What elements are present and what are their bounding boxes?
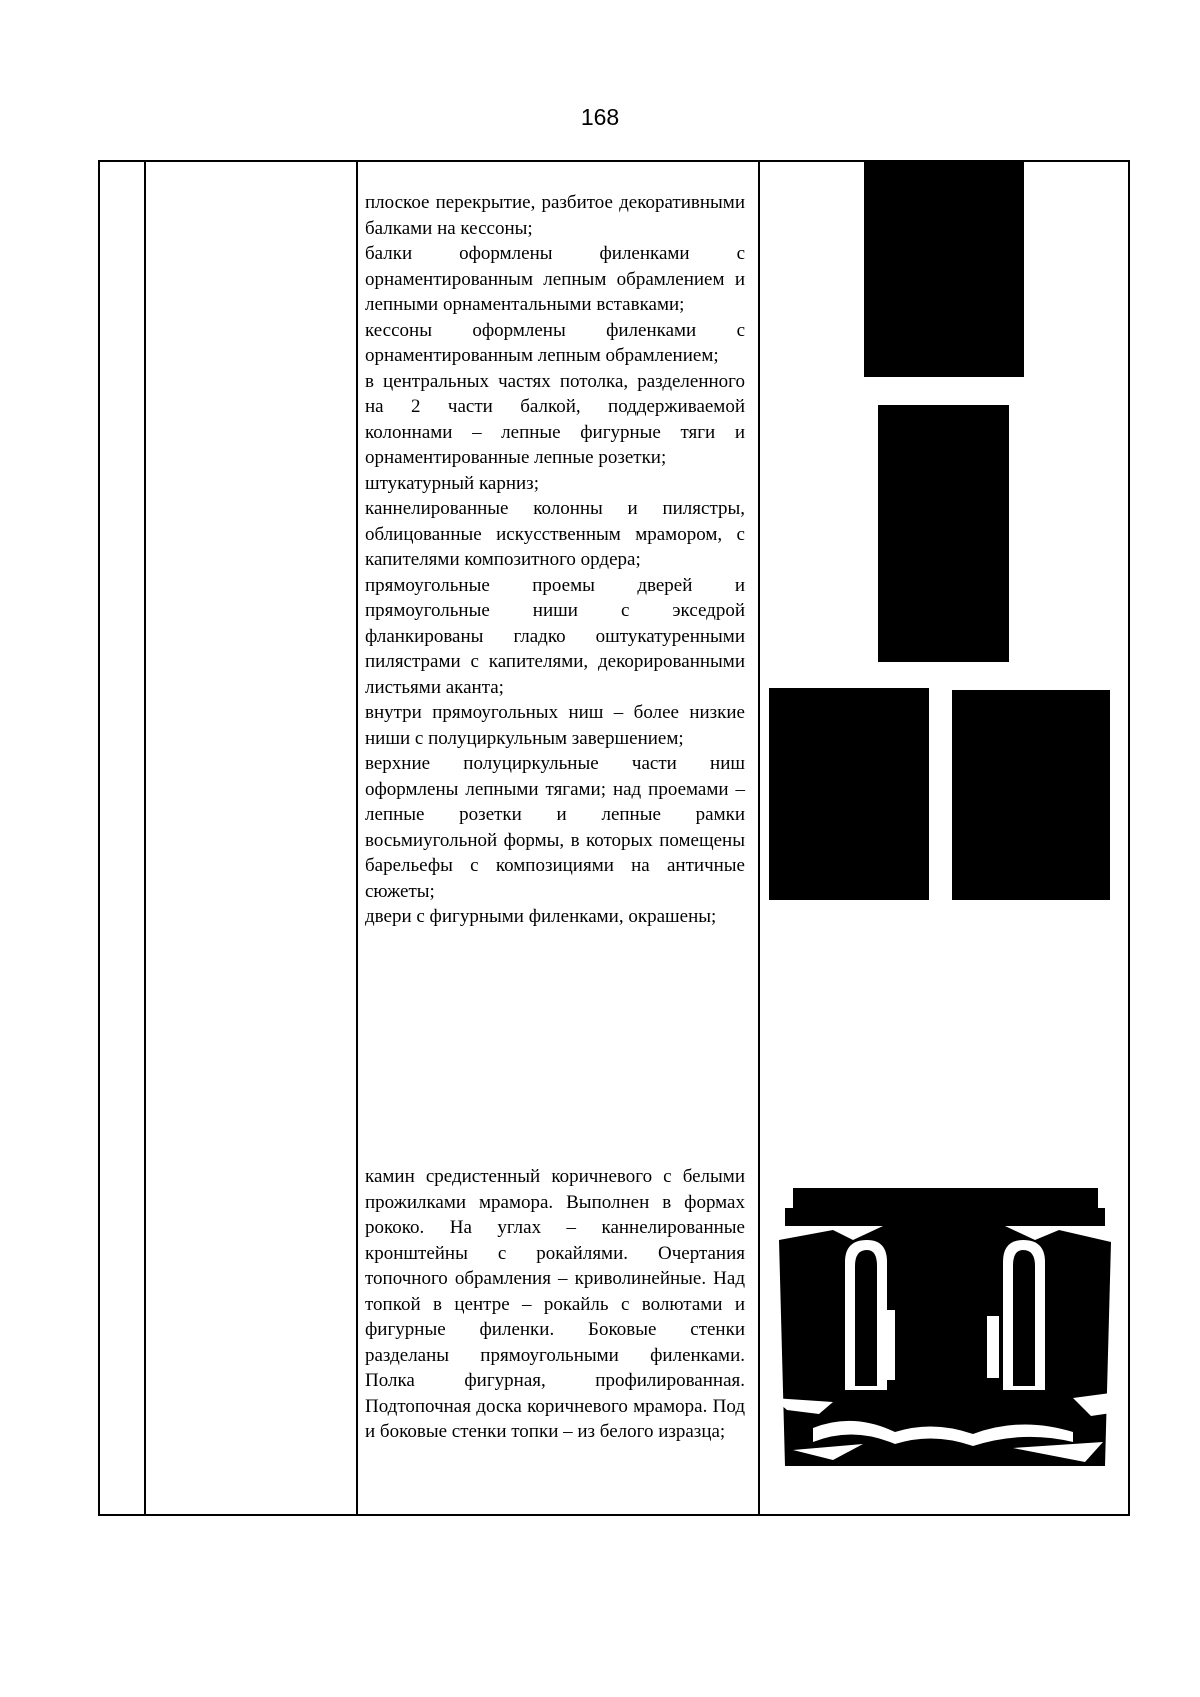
description-paragraph: верхние полуциркульные части ниш оформлены лепными тягами; над проемами – лепные розетки и лепные рамки восьмиугольной формы, в которых помещены барельефы с композициями на античные сюжеты; <box>365 753 745 902</box>
column-divider-1 <box>144 162 146 1514</box>
photo-niche <box>952 690 1110 900</box>
description-paragraph: балки оформлены филенками с орнаментированным лепным обрамлением и лепными орнаментальными вставками; <box>365 243 745 315</box>
column-divider-3 <box>758 162 760 1514</box>
description-paragraph: прямоугольные проемы дверей и прямоугольные ниши с экседрой фланкированы гладко оштукатуренными пилястрами с капителями, декорированными листьями аканта; <box>365 574 745 698</box>
page-number: 168 <box>580 104 620 130</box>
photo-fireplace <box>773 1180 1118 1475</box>
column-divider-2 <box>356 162 358 1514</box>
description-paragraph: каннелированные колонны и пилястры, облицованные искусственным мрамором, с капителями композитного ордера; <box>365 498 745 570</box>
description-paragraph: кессоны оформлены филенками с орнаментированным лепным обрамлением; <box>365 319 745 366</box>
description-paragraph: в центральных частях потолка, разделенного на 2 части балкой, поддерживаемой колоннами – лепные фигурные тяги и орнаментированные лепные розетки; <box>365 370 745 468</box>
photo-ceiling-2 <box>878 405 1009 662</box>
description-paragraph: двери с фигурными филенками, окрашены; <box>365 906 717 927</box>
description-paragraph: камин средистенный коричневого с белыми прожилками мрамора. Выполнен в формах рококо. На углах – каннелированные кронштейны с рокайлями. Очертания топочного обрамления – криволинейные. Над топкой в центре – рокайль с волютами и фигурные филенки. Боковые стенки разделаны прямоугольными филенками. Полка фигурная, профилированная. Подтопочная доска коричневого мрамора. Под и боковые стенки топки – из белого изразца; <box>365 1166 745 1442</box>
interior-description <box>365 190 745 930</box>
description-paragraph: плоское перекрытие, разбитое декоративными балками на кессоны; <box>365 192 745 239</box>
description-paragraph: внутри прямоугольных ниш – более низкие ниши с полуциркульным завершением; <box>365 702 745 749</box>
photo-doorway <box>769 688 929 900</box>
fireplace-description <box>365 1164 745 1445</box>
photo-ceiling-1 <box>864 162 1024 377</box>
description-paragraph: штукатурный карниз; <box>365 472 539 494</box>
